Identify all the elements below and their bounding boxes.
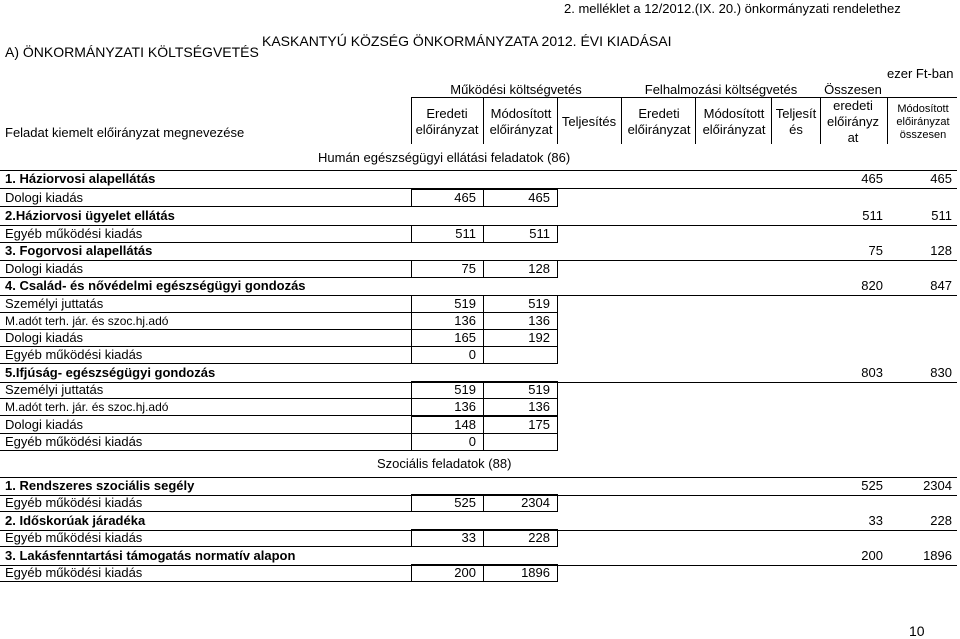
total-modified-value: 511	[931, 208, 952, 223]
original-appropriation-cell: 0	[411, 346, 484, 364]
task-heading: 1. Háziorvosi alapellátás	[5, 171, 156, 186]
expense-item-label: Dologi kiadás	[5, 417, 84, 432]
task-heading: 2. Időskorúak járadéka	[5, 513, 146, 528]
main-title: KASKANTYÚ KÖZSÉG ÖNKORMÁNYZATA 2012. ÉVI KIADÁSAI	[262, 33, 672, 49]
expense-item-label: Egyéb működési kiadás	[5, 495, 143, 510]
modified-appropriation-cell	[483, 346, 558, 364]
total-original-value: 511	[862, 208, 883, 223]
original-appropriation-cell: 0	[411, 433, 484, 451]
page-number: 10	[909, 623, 925, 639]
modified-appropriation-cell: 519	[483, 295, 558, 313]
original-appropriation-cell: 165	[411, 329, 484, 347]
subsection-human: Humán egészségügyi ellátási feladatok (86)	[318, 150, 571, 165]
original-appropriation-cell: 33	[411, 529, 484, 547]
original-appropriation-cell: 136	[411, 398, 484, 416]
total-original-value: 75	[868, 243, 883, 258]
total-modified-value: 1896	[923, 548, 952, 563]
unit-label: ezer Ft-ban	[887, 66, 954, 81]
task-heading: 5.Ifjúság- egészségügyi gondozás	[5, 365, 216, 380]
col-osszesen-header: Összesen eredeti előirányz at	[824, 82, 882, 145]
task-heading: 1. Rendszeres szociális segély	[5, 478, 195, 493]
total-original-value: 525	[861, 478, 883, 493]
modified-appropriation-cell: 228	[483, 529, 558, 547]
total-modified-value: 830	[930, 365, 952, 380]
group-mukodesi-header: Működési költségvetés	[450, 82, 582, 97]
modified-appropriation-cell: 465	[483, 189, 558, 207]
col-eredeti-header: Eredeti előirányzat	[415, 106, 479, 137]
original-appropriation-cell: 519	[411, 381, 484, 399]
total-original-value: 33	[868, 513, 883, 528]
total-original-value: 200	[861, 548, 883, 563]
modified-appropriation-cell: 192	[483, 329, 558, 347]
modified-appropriation-cell: 1896	[483, 564, 558, 582]
total-modified-value: 228	[930, 513, 952, 528]
total-modified-value: 847	[930, 278, 952, 293]
modified-appropriation-cell	[483, 433, 558, 451]
expense-item-label: Egyéb működési kiadás	[5, 226, 143, 241]
expense-item-label: Személyi juttatás	[5, 296, 104, 311]
col-teljesites-header: Teljesítés	[561, 114, 617, 129]
original-appropriation-cell: 465	[411, 189, 484, 207]
modified-appropriation-cell: 175	[483, 416, 558, 434]
original-appropriation-cell: 519	[411, 295, 484, 313]
original-appropriation-cell: 148	[411, 416, 484, 434]
col-modositott2-header: Módosított előirányzat	[702, 106, 766, 137]
modified-appropriation-cell: 136	[483, 398, 558, 416]
original-appropriation-cell: 525	[411, 494, 484, 512]
expense-item-label: M.adót terh. jár. és szoc.hj.adó	[5, 314, 169, 328]
section-title: A) ÖNKORMÁNYZATI KÖLTSÉGVETÉS	[5, 44, 259, 60]
expense-item-label: Dologi kiadás	[5, 261, 84, 276]
resolution-annex-note: 2. melléklet a 12/2012.(IX. 20.) önkormányzati rendelethez	[564, 1, 901, 16]
expense-item-label: Egyéb működési kiadás	[5, 565, 143, 580]
expense-item-label: Dologi kiadás	[5, 190, 84, 205]
modified-appropriation-cell: 519	[483, 381, 558, 399]
original-appropriation-cell: 200	[411, 564, 484, 582]
expense-item-label: Egyéb működési kiadás	[5, 347, 143, 362]
modified-appropriation-cell: 128	[483, 260, 558, 278]
total-modified-value: 128	[930, 243, 952, 258]
expense-item-label: Egyéb működési kiadás	[5, 434, 143, 449]
col-teljesites2-header: Teljesít és	[775, 106, 817, 137]
task-heading: 3. Lakásfenntartási támogatás normatív alapon	[5, 548, 296, 563]
modified-appropriation-cell: 136	[483, 312, 558, 330]
expense-item-label: Személyi juttatás	[5, 382, 104, 397]
total-original-value: 820	[861, 278, 883, 293]
expense-item-label: Dologi kiadás	[5, 330, 84, 345]
expense-item-label: M.adót terh. jár. és szoc.hj.adó	[5, 400, 169, 414]
total-modified-value: 465	[930, 171, 952, 186]
col-eredeti2-header: Eredeti előirányzat	[627, 106, 691, 137]
total-original-value: 465	[861, 171, 883, 186]
row-label-header: Feladat kiemelt előirányzat megnevezése	[5, 125, 245, 140]
modified-appropriation-cell: 2304	[483, 494, 558, 512]
modified-appropriation-cell: 511	[483, 225, 558, 243]
group-felhalmozasi-header: Felhalmozási költségvetés	[644, 82, 798, 97]
original-appropriation-cell: 511	[411, 225, 484, 243]
expense-item-label: Egyéb működési kiadás	[5, 530, 143, 545]
original-appropriation-cell: 75	[411, 260, 484, 278]
task-heading: 3. Fogorvosi alapellátás	[5, 243, 153, 258]
total-modified-value: 2304	[923, 478, 952, 493]
task-heading: 2.Háziorvosi ügyelet ellátás	[5, 208, 175, 223]
subsection-szocialis: Szociális feladatok (88)	[377, 456, 512, 471]
original-appropriation-cell: 136	[411, 312, 484, 330]
task-heading: 4. Család- és nővédelmi egészségügyi gondozás	[5, 278, 306, 293]
col-modositott-header: Módosított előirányzat	[489, 106, 553, 137]
total-original-value: 803	[861, 365, 883, 380]
col-mod-osszesen-header: Módosított előirányzat összesen	[896, 103, 950, 141]
